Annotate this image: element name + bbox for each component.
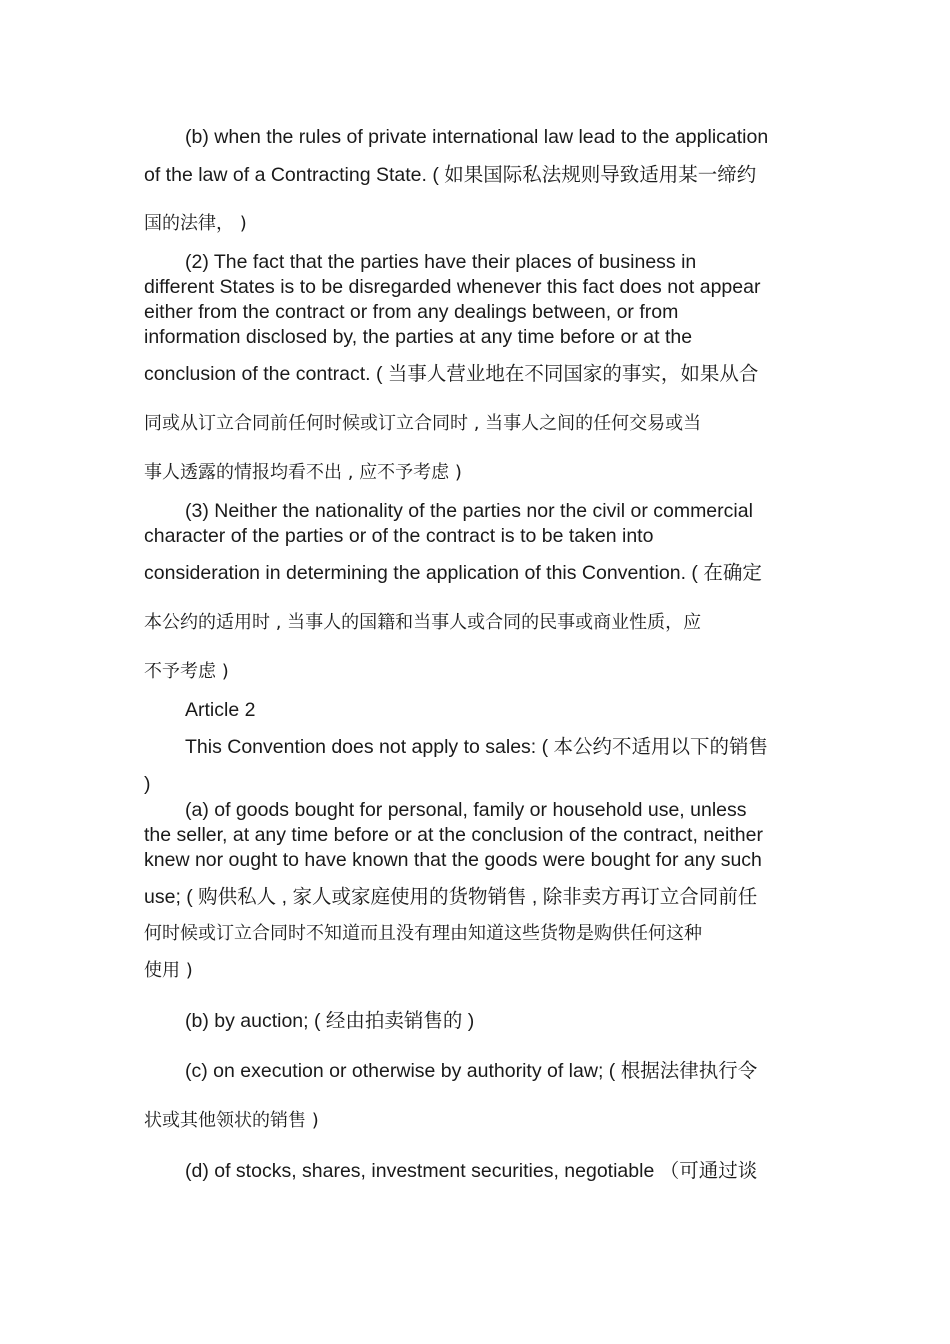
text-line: knew nor ought to have known that the goods were bought for any such xyxy=(144,849,762,871)
text-line: conclusion of the contract. ( 当事人营业地在不同国家的事实，如果从合 xyxy=(144,363,759,385)
text-line: use; ( 购供私人 , 家人或家庭使用的货物销售 , 除非卖方再订立合同前任 xyxy=(144,886,758,908)
text-line: (c) on execution or otherwise by authority of law; ( 根据法律执行令 xyxy=(185,1060,758,1082)
text-line: 何时候或订立合同时不知道而且没有理由知道这些货物是购供任何这种 xyxy=(144,923,702,944)
text-line: (2) The fact that the parties have their places of business in xyxy=(185,251,697,273)
text-line: 本公约的适用时 , 当事人的国籍和当事人或合同的民事或商业性质，应 xyxy=(144,612,702,633)
text-line: ) xyxy=(144,773,151,795)
text-line: (b) when the rules of private international law lead to the application xyxy=(185,126,769,148)
text-line: character of the parties or of the contract is to be taken into xyxy=(144,525,654,547)
article-heading: Article 2 xyxy=(185,699,256,721)
text-line: This Convention does not apply to sales: ( 本公约不适用以下的销售 xyxy=(185,736,769,758)
text-line: of the law of a Contracting State. ( 如果国际私法规则导致适用某一缔约 xyxy=(144,164,757,186)
text-line: either from the contract or from any dealings between, or from xyxy=(144,301,679,323)
text-line: 同或从订立合同前任何时候或订立合同时 , 当事人之间的任何交易或当 xyxy=(144,413,702,434)
text-line: (a) of goods bought for personal, family or household use, unless xyxy=(185,799,747,821)
text-line: 不予考虑 ) xyxy=(144,661,229,682)
text-line: information disclosed by, the parties at any time before or at the xyxy=(144,326,693,348)
text-line: (3) Neither the nationality of the parties nor the civil or commercial xyxy=(185,500,753,522)
text-line: 事人透露的情报均看不出 , 应不予考虑 ) xyxy=(144,462,462,483)
text-line: 国的法律， ) xyxy=(144,213,247,234)
text-line: (b) by auction; ( 经由拍卖销售的 ) xyxy=(185,1010,475,1032)
text-line: (d) of stocks, shares, investment securities, negotiable （可通过谈 xyxy=(185,1160,758,1182)
text-line: 状或其他领状的销售 ) xyxy=(144,1110,319,1131)
text-line: consideration in determining the application of this Convention. ( 在确定 xyxy=(144,562,762,584)
text-line: the seller, at any time before or at the conclusion of the contract, neither xyxy=(144,824,763,846)
text-line: different States is to be disregarded whenever this fact does not appear xyxy=(144,276,761,298)
text-line: 使用 ) xyxy=(144,960,193,981)
